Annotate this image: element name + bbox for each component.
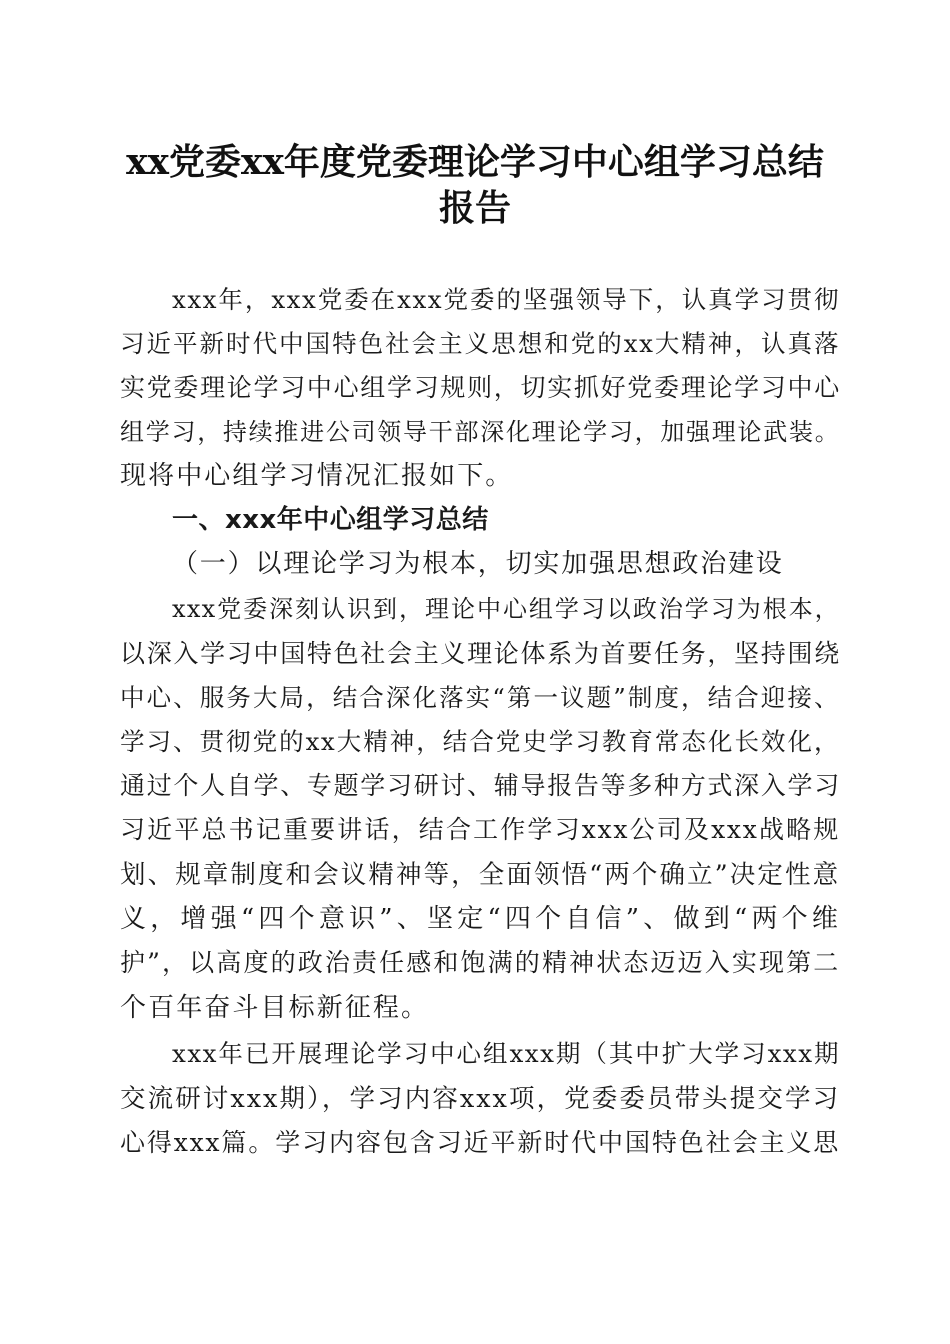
para1-line-5: 通过个人自学、专题学习研讨、辅导报告等多种方式深入学习 bbox=[120, 771, 841, 800]
document-title-line-2: 报告 bbox=[438, 187, 511, 229]
para2-line-1: xxx年已开展理论学习中心组xxx期（其中扩大学习xxx期 bbox=[172, 1039, 840, 1068]
para2-line-3: 心得xxx篇。学习内容包含习近平新时代中国特色社会主义思 bbox=[120, 1128, 840, 1157]
para1-line-10: 个百年奋斗目标新征程。 bbox=[120, 993, 430, 1023]
para1-line-2: 以深入学习中国特色社会主义理论体系为首要任务，坚持围绕 bbox=[120, 639, 841, 668]
para1-line-4: 学习、贯彻党的xx大精神，结合党史学习教育常态化长效化， bbox=[120, 727, 840, 756]
subsection-heading-1: （一）以理论学习为根本，切实加强思想政治建设 bbox=[172, 549, 784, 579]
para1-line-8: 义，增强“四个意识”、坚定“四个自信”、做到“两个维 bbox=[120, 904, 840, 934]
section-heading-1: 一、xxx年中心组学习总结 bbox=[172, 505, 489, 535]
document-title-line-1: xx党委xx年度党委理论学习中心组学习总结 bbox=[126, 141, 824, 183]
para1-line-6: 习近平总书记重要讲话，结合工作学习xxx公司及xxx战略规 bbox=[120, 815, 840, 844]
intro-line-3: 实党委理论学习中心组学习规则，切实抓好党委理论学习中心 bbox=[120, 373, 841, 402]
intro-line-5: 现将中心组学习情况汇报如下。 bbox=[120, 461, 514, 491]
para2-line-2: 交流研讨xxx期），学习内容xxx项，党委委员带头提交学习 bbox=[120, 1084, 840, 1114]
intro-line-1: xxx年，xxx党委在xxx党委的坚强领导下，认真学习贯彻 bbox=[172, 285, 840, 314]
intro-line-4: 组学习，持续推进公司领导干部深化理论学习，加强理论武装。 bbox=[120, 418, 840, 446]
para1-line-7: 划、规章制度和会议精神等，全面领悟“两个确立”决定性意 bbox=[120, 860, 840, 890]
para1-line-3: 中心、服务大局，结合深化落实“第一议题”制度，结合迎接、 bbox=[120, 683, 840, 712]
para1-line-1: xxx党委深刻认识到，理论中心组学习以政治学习为根本， bbox=[172, 595, 840, 623]
para1-line-9: 护”，以高度的政治责任感和饱满的精神状态迈迈入实现第二 bbox=[120, 948, 840, 977]
intro-line-2: 习近平新时代中国特色社会主义思想和党的xx大精神，认真落 bbox=[120, 329, 840, 358]
